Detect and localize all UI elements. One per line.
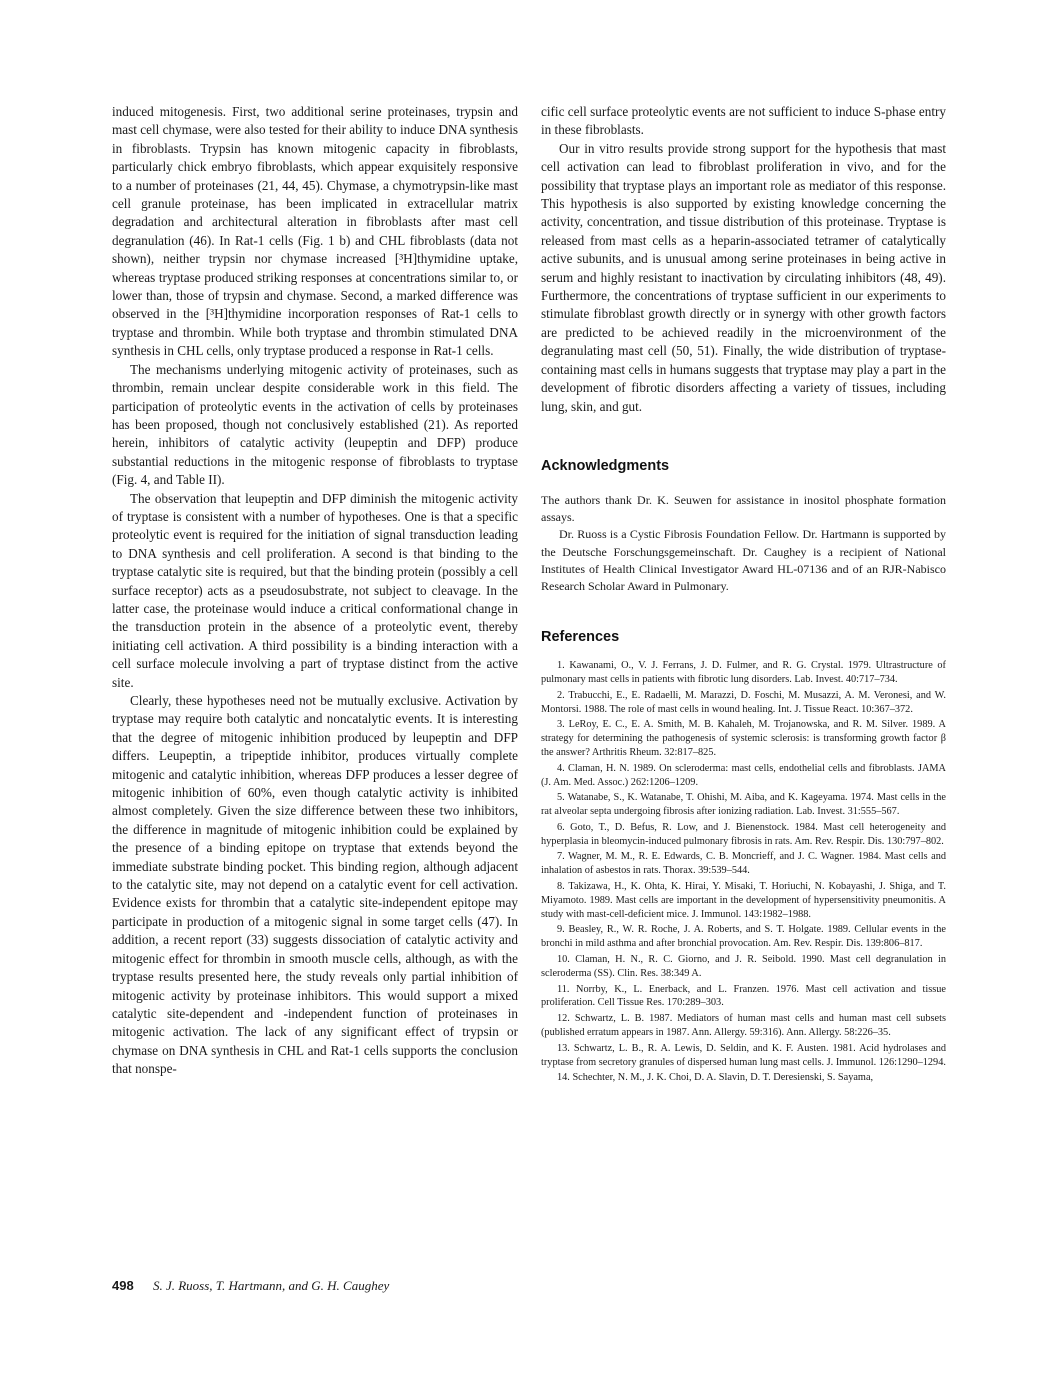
body-paragraph: cific cell surface proteolytic events are not sufficient to induce S-phase entry in these fibroblasts. — [541, 104, 946, 138]
reference-item: 9. Beasley, R., W. R. Roche, J. A. Roberts, and S. T. Holgate. 1989. Cellular events in the bronchi in mild asthma and after bronchial provocation. Am. Rev. Respir. Dis. 139:806–817. — [541, 924, 946, 950]
reference-item: 5. Watanabe, S., K. Watanabe, T. Ohishi, M. Aiba, and K. Kageyama. 1974. Mast cells in the rat alveolar septa undergoing fibrosis after ionizing radiation. Lab. Invest. 31:555–567. — [541, 792, 946, 818]
running-authors: S. J. Ruoss, T. Hartmann, and G. H. Caughey — [152, 1278, 390, 1293]
ack-paragraph: Dr. Ruoss is a Cystic Fibrosis Foundation Fellow. Dr. Hartmann is supported by the Deutsche Forschungsgemeinschaft. Dr. Caughey is a recipient of National Institutes of Health Clinical Investigator Award HL-07136 and of an RJR-Nabisco Research Scholar Award in Pulmonary. — [541, 527, 946, 593]
reference-item: 4. Claman, H. N. 1989. On scleroderma: mast cells, endothelial cells and fibroblasts. JAMA (J. Am. Med. Assoc.) 262:1206–1209. — [541, 762, 946, 788]
reference-item: 1. Kawanami, O., V. J. Ferrans, J. D. Fulmer, and R. G. Crystal. 1979. Ultrastructure of pulmonary mast cells in patients with fibrotic lung disorders. Lab. Invest. 40:717–734. — [541, 660, 946, 685]
reference-item: 10. Claman, H. N., R. C. Giorno, and J. R. Seibold. 1990. Mast cell degranulation in scleroderma (SS). Clin. Res. 38:349 A. — [541, 954, 946, 979]
references-list — [541, 659, 946, 1085]
body-paragraph: induced mitogenesis. First, two additional serine proteinases, trypsin and mast cell chymase, were also tested for their ability to induce DNA synthesis in fibroblasts. Trypsin has known mitogenic capacity in fibroblasts, particularly chick embryo fibroblasts, which appear exquisitely responsive to a number of proteinases (21, 44, 45). Chymase, a chymotrypsin-like mast cell granule proteinase, has been implicated in extracellular matrix degradation and architectural alteration in fibroblasts after mast cell degranulation (46). In Rat-1 cells (Fig. 1 b) and CHL fibroblasts (data not shown), neither trypsin nor chymase increased [³H]thymidine uptake, whereas tryptase produced striking responses at concentrations similar to, or lower than, those of trypsin and chymase. Second, a marked difference was observed in the [³H]thymidine incorporation responses of Rat-1 cells to tryptase and thrombin. While both tryptase and thrombin stimulated DNA synthesis in CHL cells, only tryptase produced a response in Rat-1 cells. — [112, 104, 518, 359]
reference-item: 3. LeRoy, E. C., E. A. Smith, M. B. Kahaleh, M. Trojanowska, and R. M. Silver. 1989. A strategy for determining the pathogenesis of systemic sclerosis: is transforming growth factor β the answer? Arthritis Rheum. 32:817–825. — [541, 719, 946, 758]
references-heading: References — [541, 629, 620, 646]
reference-item: 11. Norrby, K., L. Enerback, and L. Franzen. 1976. Mast cell activation and tissue proliferation. Cell Tissue Res. 170:289–303. — [541, 983, 946, 1009]
body-paragraph: Clearly, these hypotheses need not be mutually exclusive. Activation by tryptase may require both catalytic and noncatalytic events. It is interesting that the degree of mitogenic inhibition produced by leupeptin and DFP differs. Leupeptin, a tripeptide inhibitor, produces virtually complete mitogenic and catalytic inhibition, whereas DFP produces a lesser degree of mitogenic inhibition of 60%, even though catalytic activity is inhibited almost completely. Given the size difference between these two inhibitors, the difference in magnitude of mitogenic inhibition could be explained by the presence of a binding epitope on tryptase that extends beyond the immediate substrate binding pocket. This binding region, although adjacent to the catalytic site, may not depend on a catalytic event for cell activation. Evidence exists for thrombin that a catalytic site-independent epitope may participate in production of a mitogenic signal in some target cells (47). In addition, a recent report (33) suggests dissociation of catalytic activity and mitogenic effect for thrombin in smooth muscle cells, although, as with the tryptase results presented here, the study reveals only partial inhibition of mitogenic activity by proteinase inhibitors. This would support a mixed catalytic site-dependent and -independent function of proteinases in mitogenic activation. The lack of any significant effect of trypsin or chymase on DNA synthesis in CHL and Rat-1 cells supports the conclusion that nonspe- — [112, 693, 518, 1077]
body-paragraph: The observation that leupeptin and DFP diminish the mitogenic activity of tryptase is consistent with a number of hypotheses. One is that a specific proteolytic event is required for the initiation of signal transduction leading to DNA synthesis and cell proliferation. A second is that binding to the tryptase catalytic site is required, but that the binding protein (possibly a cell surface receptor) acts as a pseudosubstrate, not subject to cleavage. In the latter case, the proteinase would induce a critical conformational change in the transduction protein in the absence of a proteolytic event, thereby initiating cell activation. A third possibility is a binding interaction with a cell surface molecule involving a part of tryptase distinct from the active site. — [112, 490, 518, 690]
reference-item: 2. Trabucchi, E., E. Radaelli, M. Marazzi, D. Foschi, M. Musazzi, A. M. Veronesi, and W. Montorsi. 1988. The role of mast cells in wound healing. Int. J. Tissue React. 10:367–372. — [541, 689, 946, 715]
acknowledgments-heading: Acknowledgments — [541, 457, 670, 474]
reference-item: 12. Schwartz, L. B. 1987. Mediators of human mast cells and human mast cell subsets (published erratum appears in 1987. Ann. Allergy. 59:316). Ann. Allergy. 58:226–35. — [541, 1013, 946, 1039]
reference-item: 14. Schechter, N. M., J. K. Choi, D. A. Slavin, D. T. Deresienski, S. Sayama, — [557, 1072, 874, 1084]
reference-item: 7. Wagner, M. M., R. E. Edwards, C. B. Moncrieff, and J. C. Wagner. 1984. Mast cells and inhalation of asbestos in rats. Thorax. 39:539–544. — [541, 851, 946, 877]
reference-item: 6. Goto, T., D. Befus, R. Low, and J. Bienenstock. 1984. Mast cell heterogeneity and hyperplasia in bleomycin-induced pulmonary fibrosis in rats. Am. Rev. Respir. Dis. 130:797–802. — [541, 821, 946, 847]
acknowledgments-section — [541, 492, 946, 595]
page-footer — [112, 1278, 389, 1294]
page-number: 498 — [112, 1278, 134, 1293]
left-column — [112, 103, 518, 1079]
reference-item: 8. Takizawa, H., K. Ohta, K. Hirai, Y. Misaki, T. Horiuchi, N. Kobayashi, J. Shiga, and T. Miyamoto. 1989. Mast cells are important in the development of hypersensitivity pneumonitis. A study with mast-cell-deficient mice. J. Immunol. 143:1982–1988. — [541, 881, 946, 920]
right-column — [541, 103, 946, 1087]
body-paragraph: The mechanisms underlying mitogenic activity of proteinases, such as thrombin, remain unclear despite considerable work in this field. The participation of proteolytic events in the activation of cells by proteinases has been proposed, though not conclusively established (21). As reported herein, inhibitors of catalytic activity (leupeptin and DFP) produce substantial reductions in the mitogenic response of fibroblasts to tryptase (Fig. 4, and Table II). — [112, 361, 518, 488]
reference-item: 13. Schwartz, L. B., R. A. Lewis, D. Seldin, and K. F. Austen. 1981. Acid hydrolases and tryptase from secretory granules of dispersed human lung mast cells. J. Immunol. 126:1290–1294. — [541, 1042, 946, 1068]
body-paragraph: Our in vitro results provide strong support for the hypothesis that mast cell activation can lead to fibroblast proliferation in vivo, and for the possibility that tryptase plays an important role as mediator of this response. This hypothesis is also supported by existing knowledge concerning the activity, concentration, and tissue distribution of this proteinase. Tryptase is released from mast cells as a heparin-associated tetramer of catalytically active subunits, and is unusual among serine proteinases in being active in serum and highly resistant to inactivation by circulating inhibitors (48, 49). Furthermore, the concentrations of tryptase sufficient in our experiments to stimulate fibroblast growth directly or in synergy with other growth factors are predicted to be achieved readily in the microenvironment of the degranulating mast cell (50, 51). Finally, the wide distribution of tryptase-containing mast cells in humans suggests that tryptase may play a part in the development of fibrotic disorders affecting a variety of tissues, including lung, skin, and gut. — [541, 140, 946, 414]
ack-paragraph: The authors thank Dr. K. Seuwen for assistance in inositol phosphate formation assays. — [541, 492, 946, 525]
